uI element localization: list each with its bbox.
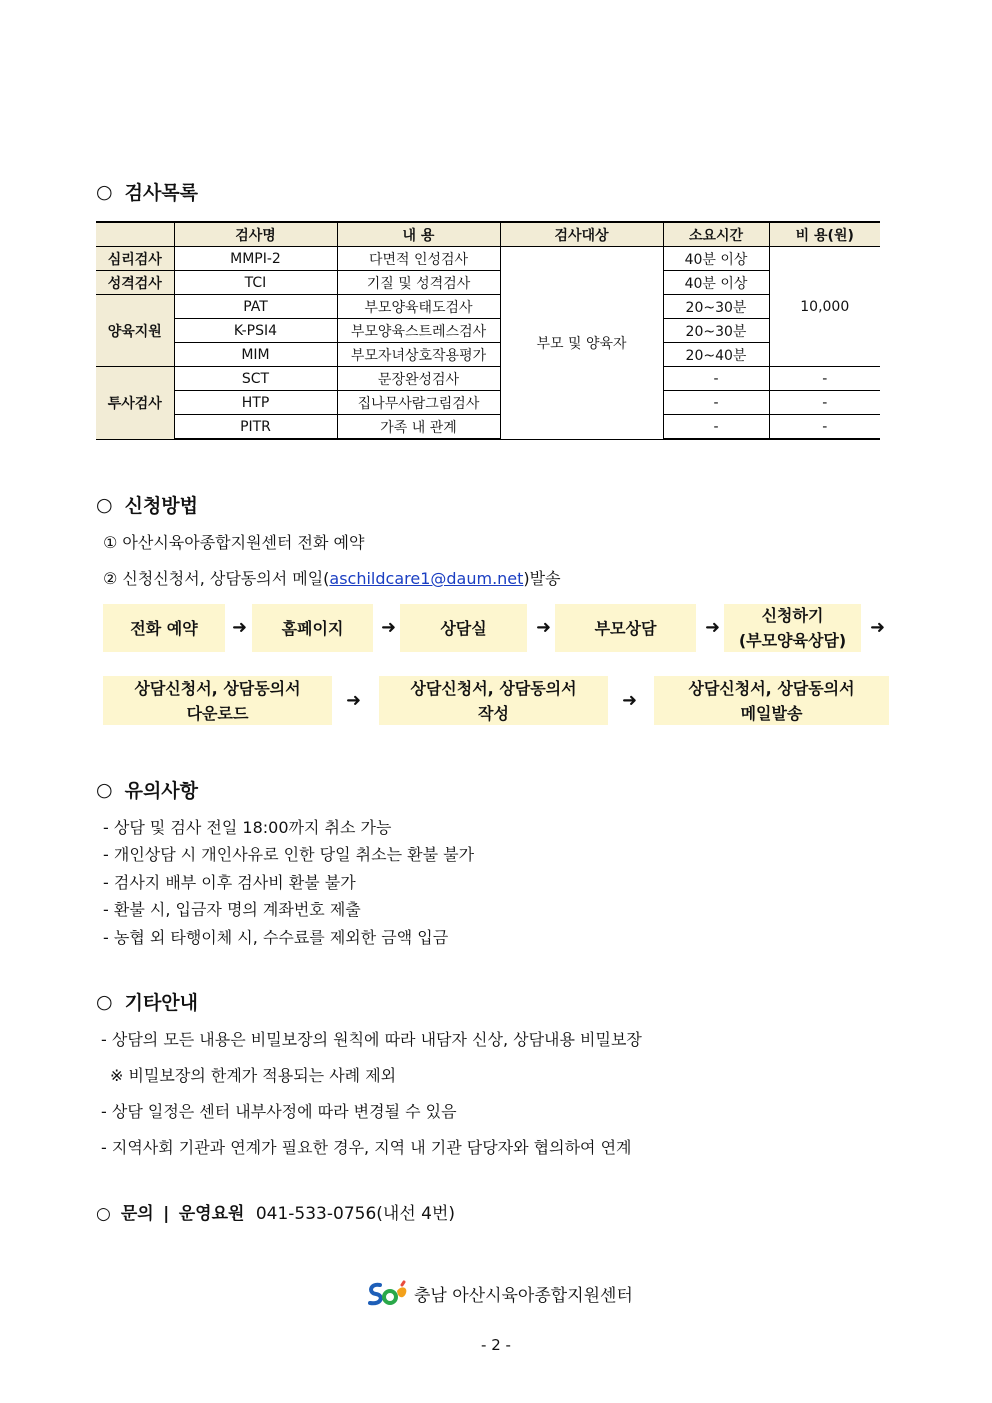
table-row [96, 271, 880, 295]
flow-step-download-line2: 다운로드 [186, 703, 249, 723]
other-item: - 상담 일정은 센터 내부사정에 따라 변경될 수 있음 [101, 1102, 457, 1121]
tests-table [96, 221, 880, 440]
arrow-icon: ➜ [536, 617, 552, 638]
test-name-cell: K-PSI4 [174, 319, 337, 343]
time-cell: 20~40분 [663, 343, 769, 367]
header-target: 검사대상 [500, 222, 663, 247]
note-item: - 개인상담 시 개인사유로 인한 당일 취소는 환불 불가 [103, 845, 475, 864]
circle-bullet-icon: ○ [96, 180, 113, 203]
other-heading [96, 988, 198, 1015]
flow-step-mail-line2: 메일발송 [740, 703, 803, 723]
other-item: - 상담의 모든 내용은 비밀보장의 원칙에 따라 내담자 신상, 상담내용 비밀보장 [101, 1030, 642, 1049]
table-row [96, 343, 880, 367]
apply-heading [96, 491, 198, 518]
arrow-icon: ➜ [705, 617, 721, 638]
category-cell: 양육지원 [96, 295, 174, 367]
apply-step-1: ① 아산시육아종합지원센터 전화 예약 [103, 533, 365, 552]
note-item: - 상담 및 검사 전일 18:00까지 취소 가능 [103, 818, 392, 837]
test-name-cell: SCT [174, 367, 337, 391]
category-cell: 심리검사 [96, 247, 174, 271]
other-item: - 지역사회 기관과 연계가 필요한 경우, 지역 내 기관 담당자와 협의하여 연계 [101, 1138, 632, 1157]
flow-step-apply-line1: 신청하기 [761, 606, 824, 625]
notes-heading [96, 776, 198, 803]
time-cell: 40분 이상 [663, 247, 769, 271]
note-item: - 농협 외 타행이체 시, 수수료를 제외한 금액 입금 [103, 928, 449, 947]
circle-bullet-icon: ○ [96, 493, 113, 516]
header-fee: 비 용(원) [769, 222, 880, 247]
test-name-cell: PAT [174, 295, 337, 319]
content-cell: 부모양육스트레스검사 [337, 319, 500, 343]
email-link[interactable]: aschildcare1@daum.net [329, 569, 524, 588]
page-number: - 2 - [481, 1336, 511, 1354]
table-row [96, 367, 880, 391]
category-cell: 투사검사 [96, 367, 174, 440]
time-cell: 20~30분 [663, 319, 769, 343]
flow-step-download-line1: 상담신청서, 상담동의서 [134, 678, 301, 698]
flow-step-apply [724, 604, 861, 652]
header-test-name: 검사명 [174, 222, 337, 247]
flow-step-phone: 전화 예약 [103, 604, 225, 652]
category-cell: 성격검사 [96, 271, 174, 295]
time-cell: 20~30분 [663, 295, 769, 319]
contact-separator: | [163, 1204, 170, 1224]
arrow-icon: ➜ [622, 690, 638, 711]
flow-step-write [379, 676, 608, 725]
flow-step-counseling-room: 상담실 [400, 604, 527, 652]
header-content: 내 용 [337, 222, 500, 247]
arrow-icon: ➜ [346, 690, 362, 711]
other-note: ※ 비밀보장의 한계가 적용되는 사례 제외 [110, 1066, 397, 1085]
time-cell: - [663, 367, 769, 391]
table-row [96, 247, 880, 271]
apply-step-2-prefix: ② 신청신청서, 상담동의서 메일( [103, 569, 330, 588]
contact-phone: 041-533-0756(내선 4번) [255, 1204, 456, 1224]
flow-step-mail-line1: 상담신청서, 상담동의서 [688, 678, 855, 698]
content-cell: 부모양육태도검사 [337, 295, 500, 319]
content-cell: 문장완성검사 [337, 367, 500, 391]
target-cell: 부모 및 양육자 [500, 247, 663, 440]
time-cell: - [663, 391, 769, 415]
content-cell: 기질 및 성격검사 [337, 271, 500, 295]
test-name-cell: PITR [174, 415, 337, 440]
footer-logo [366, 1279, 633, 1307]
content-cell: 부모자녀상호작용평가 [337, 343, 500, 367]
table-row [96, 319, 880, 343]
tests-heading [96, 178, 198, 205]
time-cell: 40분 이상 [663, 271, 769, 295]
table-header-row [96, 222, 880, 247]
notes-heading-text: 유의사항 [124, 780, 199, 802]
test-name-cell: TCI [174, 271, 337, 295]
flow-step-write-line2: 작성 [478, 703, 509, 723]
flow-step-apply-line2: (부모양육상담) [738, 631, 847, 650]
test-name-cell: MIM [174, 343, 337, 367]
test-name-cell: MMPI-2 [174, 247, 337, 271]
other-heading-text: 기타안내 [124, 992, 199, 1014]
org-logo-icon [366, 1279, 410, 1307]
content-cell: 가족 내 관계 [337, 415, 500, 440]
content-cell: 집나무사람그림검사 [337, 391, 500, 415]
test-name-cell: HTP [174, 391, 337, 415]
flow-step-mail [654, 676, 889, 725]
fee-cell: - [769, 367, 880, 391]
header-category [96, 222, 174, 247]
apply-heading-text: 신청방법 [124, 495, 199, 517]
contact-line [96, 1199, 455, 1224]
circle-bullet-icon: ○ [96, 1204, 111, 1224]
content-cell: 다면적 인성검사 [337, 247, 500, 271]
arrow-icon: ➜ [381, 617, 397, 638]
circle-bullet-icon: ○ [96, 990, 113, 1013]
table-row [96, 415, 880, 440]
fee-cell: - [769, 391, 880, 415]
flow-step-write-line1: 상담신청서, 상담동의서 [410, 678, 577, 698]
table-row [96, 391, 880, 415]
tests-heading-text: 검사목록 [124, 182, 199, 204]
header-time: 소요시간 [663, 222, 769, 247]
arrow-icon: ➜ [870, 617, 886, 638]
table-row [96, 295, 880, 319]
apply-step-2-suffix: )발송 [523, 569, 561, 588]
fee-cell: - [769, 415, 880, 440]
apply-step-2 [103, 566, 561, 589]
flow-step-homepage: 홈페이지 [252, 604, 373, 652]
time-cell: - [663, 415, 769, 440]
arrow-icon: ➜ [232, 617, 248, 638]
note-item: - 환불 시, 입금자 명의 계좌번호 제출 [103, 900, 361, 919]
flow-step-parent-counseling: 부모상담 [555, 604, 696, 652]
circle-bullet-icon: ○ [96, 778, 113, 801]
footer-org-name: 충남 아산시육아종합지원센터 [414, 1285, 633, 1306]
contact-label: 문의 [120, 1204, 154, 1224]
contact-hours-label: 운영요원 [178, 1204, 245, 1224]
note-item: - 검사지 배부 이후 검사비 환불 불가 [103, 873, 356, 892]
flow-step-download [103, 676, 332, 725]
fee-cell: 10,000 [769, 247, 880, 367]
